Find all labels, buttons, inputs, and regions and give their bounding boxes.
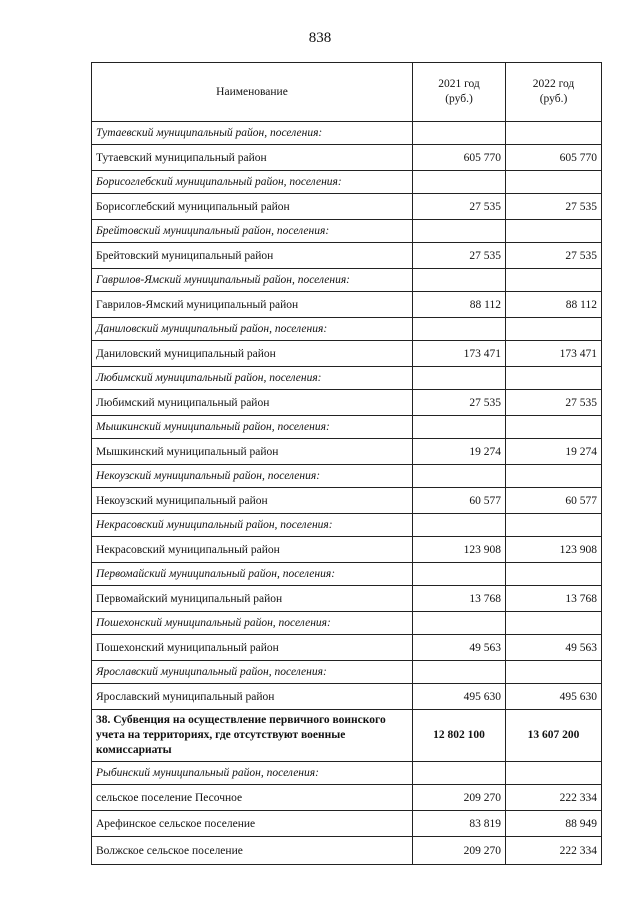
value-2021-cell xyxy=(413,269,506,292)
value-2022-cell xyxy=(506,416,602,439)
district-heading-cell: Ярославский муниципальный район, поселения: xyxy=(92,661,413,684)
district-heading-cell: Любимский муниципальный район, поселения: xyxy=(92,367,413,390)
value-2021-cell: 123 908 xyxy=(413,537,506,563)
table-row xyxy=(92,684,602,710)
value-2021-cell xyxy=(413,762,506,785)
value-2022-cell: 13 607 200 xyxy=(506,710,602,762)
value-2021-cell xyxy=(413,367,506,390)
header-year-2021: 2021 год (руб.) xyxy=(413,63,506,122)
table-row xyxy=(92,537,602,563)
value-2021-cell xyxy=(413,465,506,488)
value-2022-cell xyxy=(506,661,602,684)
value-2022-cell: 13 768 xyxy=(506,586,602,612)
value-2022-cell: 49 563 xyxy=(506,635,602,661)
name-cell: Гаврилов-Ямский муниципальный район xyxy=(92,292,413,318)
value-2022-cell: 173 471 xyxy=(506,341,602,367)
value-2022-cell xyxy=(506,269,602,292)
table-row xyxy=(92,194,602,220)
value-2022-cell: 222 334 xyxy=(506,837,602,865)
value-2021-cell: 83 819 xyxy=(413,811,506,837)
table-row-district-heading xyxy=(92,171,602,194)
table-row-district-heading xyxy=(92,367,602,390)
name-cell: Волжское сельское поселение xyxy=(92,837,413,865)
value-2022-cell xyxy=(506,762,602,785)
district-heading-cell: Некрасовский муниципальный район, поселения: xyxy=(92,514,413,537)
table-row-district-heading xyxy=(92,563,602,586)
district-heading-cell: Даниловский муниципальный район, поселения: xyxy=(92,318,413,341)
table-row xyxy=(92,785,602,811)
name-cell: Даниловский муниципальный район xyxy=(92,341,413,367)
table-body xyxy=(92,122,602,865)
value-2022-cell: 88 949 xyxy=(506,811,602,837)
value-2021-cell xyxy=(413,171,506,194)
value-2022-cell: 27 535 xyxy=(506,194,602,220)
district-heading-cell: Тутаевский муниципальный район, поселения: xyxy=(92,122,413,145)
table-row xyxy=(92,390,602,416)
name-cell: Тутаевский муниципальный район xyxy=(92,145,413,171)
name-cell: Арефинское сельское поселение xyxy=(92,811,413,837)
value-2022-cell: 19 274 xyxy=(506,439,602,465)
budget-table xyxy=(91,62,602,865)
table-row xyxy=(92,243,602,269)
table-row-section-heading xyxy=(92,710,602,762)
value-2021-cell xyxy=(413,514,506,537)
table-header-row xyxy=(92,63,602,122)
value-2021-cell: 27 535 xyxy=(413,243,506,269)
value-2022-cell: 88 112 xyxy=(506,292,602,318)
value-2021-cell: 27 535 xyxy=(413,390,506,416)
name-cell: Брейтовский муниципальный район xyxy=(92,243,413,269)
table-row xyxy=(92,439,602,465)
value-2021-cell: 88 112 xyxy=(413,292,506,318)
value-2021-cell: 209 270 xyxy=(413,837,506,865)
value-2022-cell: 27 535 xyxy=(506,243,602,269)
value-2022-cell xyxy=(506,220,602,243)
value-2022-cell: 123 908 xyxy=(506,537,602,563)
name-cell: Борисоглебский муниципальный район xyxy=(92,194,413,220)
value-2021-cell: 495 630 xyxy=(413,684,506,710)
value-2022-cell xyxy=(506,563,602,586)
table-row-district-heading xyxy=(92,122,602,145)
value-2022-cell xyxy=(506,465,602,488)
table-row-district-heading xyxy=(92,661,602,684)
district-heading-cell: Борисоглебский муниципальный район, поселения: xyxy=(92,171,413,194)
district-heading-cell: Пошехонский муниципальный район, поселения: xyxy=(92,612,413,635)
value-2022-cell xyxy=(506,318,602,341)
value-2022-cell: 605 770 xyxy=(506,145,602,171)
name-cell: Любимский муниципальный район xyxy=(92,390,413,416)
table-row xyxy=(92,811,602,837)
value-2022-cell: 222 334 xyxy=(506,785,602,811)
value-2021-cell xyxy=(413,318,506,341)
table-row xyxy=(92,635,602,661)
header-year-2022: 2022 год (руб.) xyxy=(506,63,602,122)
district-heading-cell: Рыбинский муниципальный район, поселения: xyxy=(92,762,413,785)
value-2021-cell: 60 577 xyxy=(413,488,506,514)
name-cell: Ярославский муниципальный район xyxy=(92,684,413,710)
value-2021-cell: 19 274 xyxy=(413,439,506,465)
page-number: 838 xyxy=(308,30,332,46)
table-row-district-heading xyxy=(92,514,602,537)
value-2021-cell xyxy=(413,563,506,586)
table-row-district-heading xyxy=(92,318,602,341)
value-2022-cell xyxy=(506,122,602,145)
table-row xyxy=(92,488,602,514)
value-2022-cell xyxy=(506,171,602,194)
value-2021-cell: 12 802 100 xyxy=(413,710,506,762)
value-2021-cell: 49 563 xyxy=(413,635,506,661)
table-row-district-heading xyxy=(92,269,602,292)
name-cell: сельское поселение Песочное xyxy=(92,785,413,811)
value-2021-cell xyxy=(413,612,506,635)
value-2022-cell xyxy=(506,612,602,635)
value-2021-cell xyxy=(413,416,506,439)
value-2021-cell: 605 770 xyxy=(413,145,506,171)
table-row xyxy=(92,341,602,367)
table-row-district-heading xyxy=(92,762,602,785)
value-2022-cell: 495 630 xyxy=(506,684,602,710)
value-2021-cell: 27 535 xyxy=(413,194,506,220)
value-2021-cell xyxy=(413,122,506,145)
name-cell: Пошехонский муниципальный район xyxy=(92,635,413,661)
header-name: Наименование xyxy=(92,63,413,122)
district-heading-cell: Некоузский муниципальный район, поселения: xyxy=(92,465,413,488)
table-row-district-heading xyxy=(92,465,602,488)
table-row-district-heading xyxy=(92,612,602,635)
district-heading-cell: Брейтовский муниципальный район, поселения: xyxy=(92,220,413,243)
value-2022-cell xyxy=(506,514,602,537)
district-heading-cell: Гаврилов-Ямский муниципальный район, поселения: xyxy=(92,269,413,292)
name-cell: Некрасовский муниципальный район xyxy=(92,537,413,563)
name-cell: Мышкинский муниципальный район xyxy=(92,439,413,465)
table-row-district-heading xyxy=(92,416,602,439)
value-2022-cell: 27 535 xyxy=(506,390,602,416)
value-2022-cell xyxy=(506,367,602,390)
value-2021-cell xyxy=(413,661,506,684)
name-cell: Некоузский муниципальный район xyxy=(92,488,413,514)
name-cell: 38. Субвенция на осуществление первичного воинского учета на территориях, где отсутствуют военные комиссариаты xyxy=(92,710,413,762)
value-2021-cell xyxy=(413,220,506,243)
value-2021-cell: 209 270 xyxy=(413,785,506,811)
value-2021-cell: 13 768 xyxy=(413,586,506,612)
name-cell: Первомайский муниципальный район xyxy=(92,586,413,612)
table-row xyxy=(92,292,602,318)
table-row xyxy=(92,837,602,865)
district-heading-cell: Первомайский муниципальный район, поселения: xyxy=(92,563,413,586)
district-heading-cell: Мышкинский муниципальный район, поселения: xyxy=(92,416,413,439)
table-row xyxy=(92,586,602,612)
table-row xyxy=(92,145,602,171)
value-2021-cell: 173 471 xyxy=(413,341,506,367)
value-2022-cell: 60 577 xyxy=(506,488,602,514)
table-row-district-heading xyxy=(92,220,602,243)
